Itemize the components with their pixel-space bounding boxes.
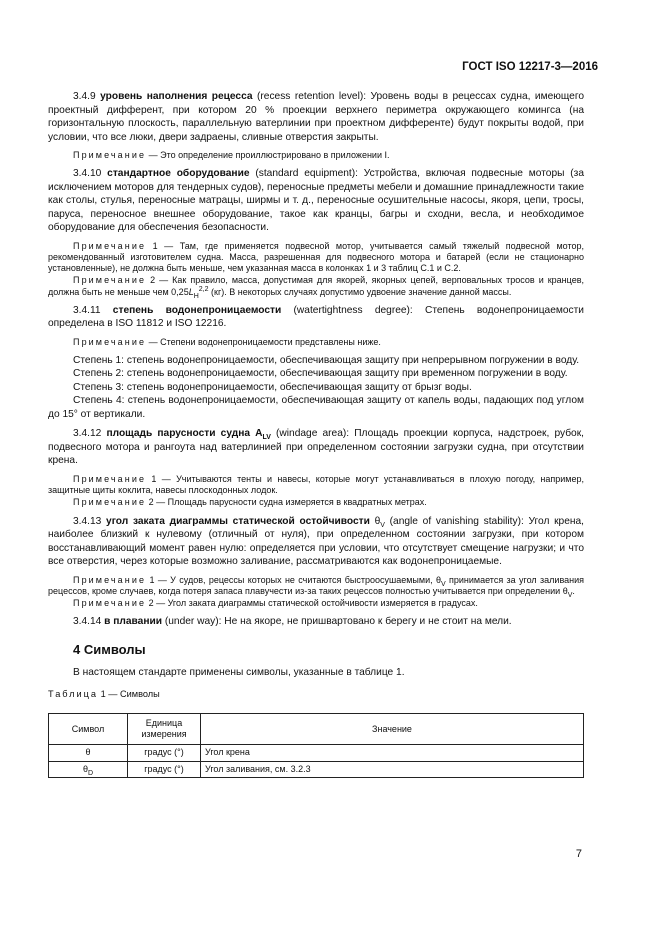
note-3-4-13-2 (48, 598, 584, 609)
definition-text: (recess retention level): Уровень воды в рецессах судна, имеющего проектный дифферент, при котором 20 % проекции верхнего периметра окружающего комингса (на горизонтальную плоскость, параллельную ватерлинии при проектном дифференте) будут покрыты водой, при условии, что все люки, двери задраены, сливные отверстия закрыты. (48, 91, 584, 143)
term: в плавании (104, 616, 163, 628)
note-label: Примечание (73, 336, 147, 347)
clause-number: 3.4.11 (73, 304, 101, 316)
theta-subscript: V (380, 521, 385, 529)
clause-number: 3.4.9 (73, 91, 96, 102)
note-text-end: . (572, 585, 575, 596)
formula-subscript: H (193, 292, 199, 300)
definition-3-4-9 (48, 90, 584, 144)
table-caption-label: Таблица (48, 688, 99, 699)
note-number: 2 (146, 275, 156, 286)
definition-3-4-12 (48, 427, 584, 468)
table-row (49, 745, 584, 762)
note-number: 1 (146, 574, 155, 585)
degree-1: Степень 1: степень водонепроницаемости, обеспечивающая защиту при непрерывном погружении в воду. (73, 354, 580, 366)
table-caption (48, 688, 584, 702)
note-text: — Угол заката диаграммы статической остойчивости измеряется в градусах. (153, 597, 478, 608)
theta-subscript: V (567, 591, 573, 599)
definition-text: (watertightness degree): Степень водонепроницаемости определена в ISO 11812 и ISO 12216. (48, 304, 584, 330)
header-meaning: Значение (201, 714, 584, 745)
note-label: Примечание (73, 497, 147, 508)
header-symbol: Символ (49, 714, 128, 745)
note-text: — У судов, рецессы которых не считаются быстроосушаемыми, θ (154, 574, 441, 585)
meaning-cell: Угол заливания, см. 3.2.3 (201, 761, 584, 778)
definition-text: (standard equipment): Устройства, включая подвесные моторы (за исключением моторов для тендерных судов), переносные предметы мебели и домашние принадлежности такие как столы, стулья, переносные матрацы, ширмы и т. д., переносные осушительные насосы, якоря, цепи, тросы, паруса, переносное внешнее оборудование, такое как кранцы, багры и сходни, весла, и необходимое оборудование для обеспечения безопасности. (48, 168, 584, 234)
page-content (48, 90, 584, 778)
note-text: — Учитываются тенты и навесы, которые могут устанавливаться в плохую погоду, например, защитные щиты коклита, навесы плоскодонных лодок. (48, 473, 584, 496)
term: угол заката диаграммы статической остойчивости (106, 515, 370, 527)
term: стандартное оборудование (107, 168, 250, 180)
formula-variable: L (188, 286, 194, 297)
clause-number: 3.4.10 (73, 168, 102, 180)
note-3-4-11 (48, 337, 584, 348)
term: уровень наполнения рецесса (100, 91, 253, 102)
note-text-continued: принимается за угол заливания рецессов, кроме случаев, когда потеря запаса плавучести из-за таких рецессов полностью учитывается при определении θ (48, 574, 585, 596)
section-4-heading: 4 Символы (73, 641, 146, 657)
symbol-cell (49, 745, 128, 762)
term (106, 428, 271, 442)
note-3-4-10-2 (48, 275, 584, 300)
note-text-continued: (кг). В некоторых случаях допустимо удвоение значение данной массы. (208, 286, 512, 297)
note-text: — Это определение проиллюстрировано в приложении I. (146, 150, 390, 160)
definition-3-4-13 (48, 515, 584, 569)
definition-3-4-10 (48, 167, 584, 235)
note-number: 1 (146, 473, 157, 484)
note-3-4-13-1 (48, 575, 584, 597)
note-label: Примечание (73, 473, 147, 484)
term-text: площадь парусности судна A (106, 428, 263, 440)
term-subscript: LV (262, 434, 271, 442)
symbol: θ (85, 747, 91, 758)
definition-3-4-11 (48, 304, 584, 331)
definition-3-4-14 (48, 615, 584, 629)
table-header-row (49, 714, 584, 745)
symbol: θ (82, 763, 88, 774)
table-caption-text: 1 — Символы (98, 688, 160, 699)
table-row (49, 761, 584, 778)
note-number: 1 (146, 240, 158, 251)
theta-subscript: V (440, 580, 446, 588)
note-3-4-10-1 (48, 241, 584, 275)
note-3-4-12-1 (48, 474, 584, 496)
page-number: 7 (575, 848, 582, 860)
document-header: ГОСТ ISO 12217-3—2016 (462, 61, 598, 73)
clause-number: 3.4.12 (73, 428, 102, 440)
symbol-cell (49, 761, 128, 778)
unit-cell: градус (°) (128, 761, 201, 778)
note-3-4-12-2 (48, 497, 584, 508)
theta-symbol: θ (369, 515, 381, 527)
definition-text: (under way): Не на якоре, не пришвартовано к берегу и не стоит на мели. (162, 616, 512, 628)
term: степень водонепроницаемости (112, 304, 282, 316)
unit-cell: градус (°) (128, 745, 201, 762)
note-label: Примечание (73, 574, 147, 585)
degree-2: Степень 2: степень водонепроницаемости, обеспечивающая защиту при временном погружении в воду. (73, 368, 568, 380)
note-text: — Как правило, масса, допустимая для якорей, якорных цепей, верповальных тросов и кранцев, должна быть не меньше чем 0,25 (48, 275, 584, 297)
degree-4: Степень 4: степень водонепроницаемости, обеспечивающая защиту от капель воды, падающих под углом до 15° от вертикали. (48, 395, 584, 420)
note-3-4-9 (48, 150, 584, 161)
note-text: — Там, где применяется подвесной мотор, учитывается самый тяжелый подвесной мотор, рекомендованный изготовителем судна. Масса, разрешенная для подвесного мотора и батарей (если не стационарно установленные), не должна быть меньше, чем указанная масса в колонках 1 и 3 таблиц С.1 и С.2. (48, 240, 584, 274)
header-unit: Единица измерения (128, 714, 201, 745)
clause-number: 3.4.13 (73, 515, 102, 527)
note-label: Примечание (73, 150, 147, 160)
definition-text: (windage area): Площадь проекции корпуса, надстроек, рубок, подвесного мотора и рангоута над ватерлинией при определенном состоянии загрузки судна, при отсутствии крена. (48, 428, 584, 467)
note-text: — Площадь парусности судна измеряется в квадратных метрах. (153, 497, 427, 508)
note-label: Примечание (73, 597, 147, 608)
formula-exponent: 2,2 (198, 285, 209, 293)
symbol-subscript: D (87, 769, 94, 777)
definition-text: (angle of vanishing stability): Угол крена, наиболее близкий к нулевому (отличный от нуля), при определенном состоянии загрузки, при котором восстанавливающий момент равен нулю: определяется при условии, что отсутствует смещение нагрузки; и что все отверстия, через которые возможно заливание, рассматриваются как водонепроницаемые. (48, 515, 584, 568)
note-label: Примечание (73, 240, 147, 251)
meaning-cell: Угол крена (201, 745, 584, 762)
note-text: — Степени водонепроницаемости представлены ниже. (146, 336, 381, 347)
clause-number: 3.4.14 (73, 616, 102, 628)
degree-3: Степень 3: степень водонепроницаемости, обеспечивающая защиту от брызг воды. (73, 381, 472, 393)
section-4-intro: В настоящем стандарте применены символы, указанные в таблице 1. (73, 667, 405, 679)
symbols-table (48, 713, 584, 778)
note-number: 2 (146, 497, 154, 508)
note-label: Примечание (73, 275, 147, 286)
note-number: 2 (146, 597, 154, 608)
